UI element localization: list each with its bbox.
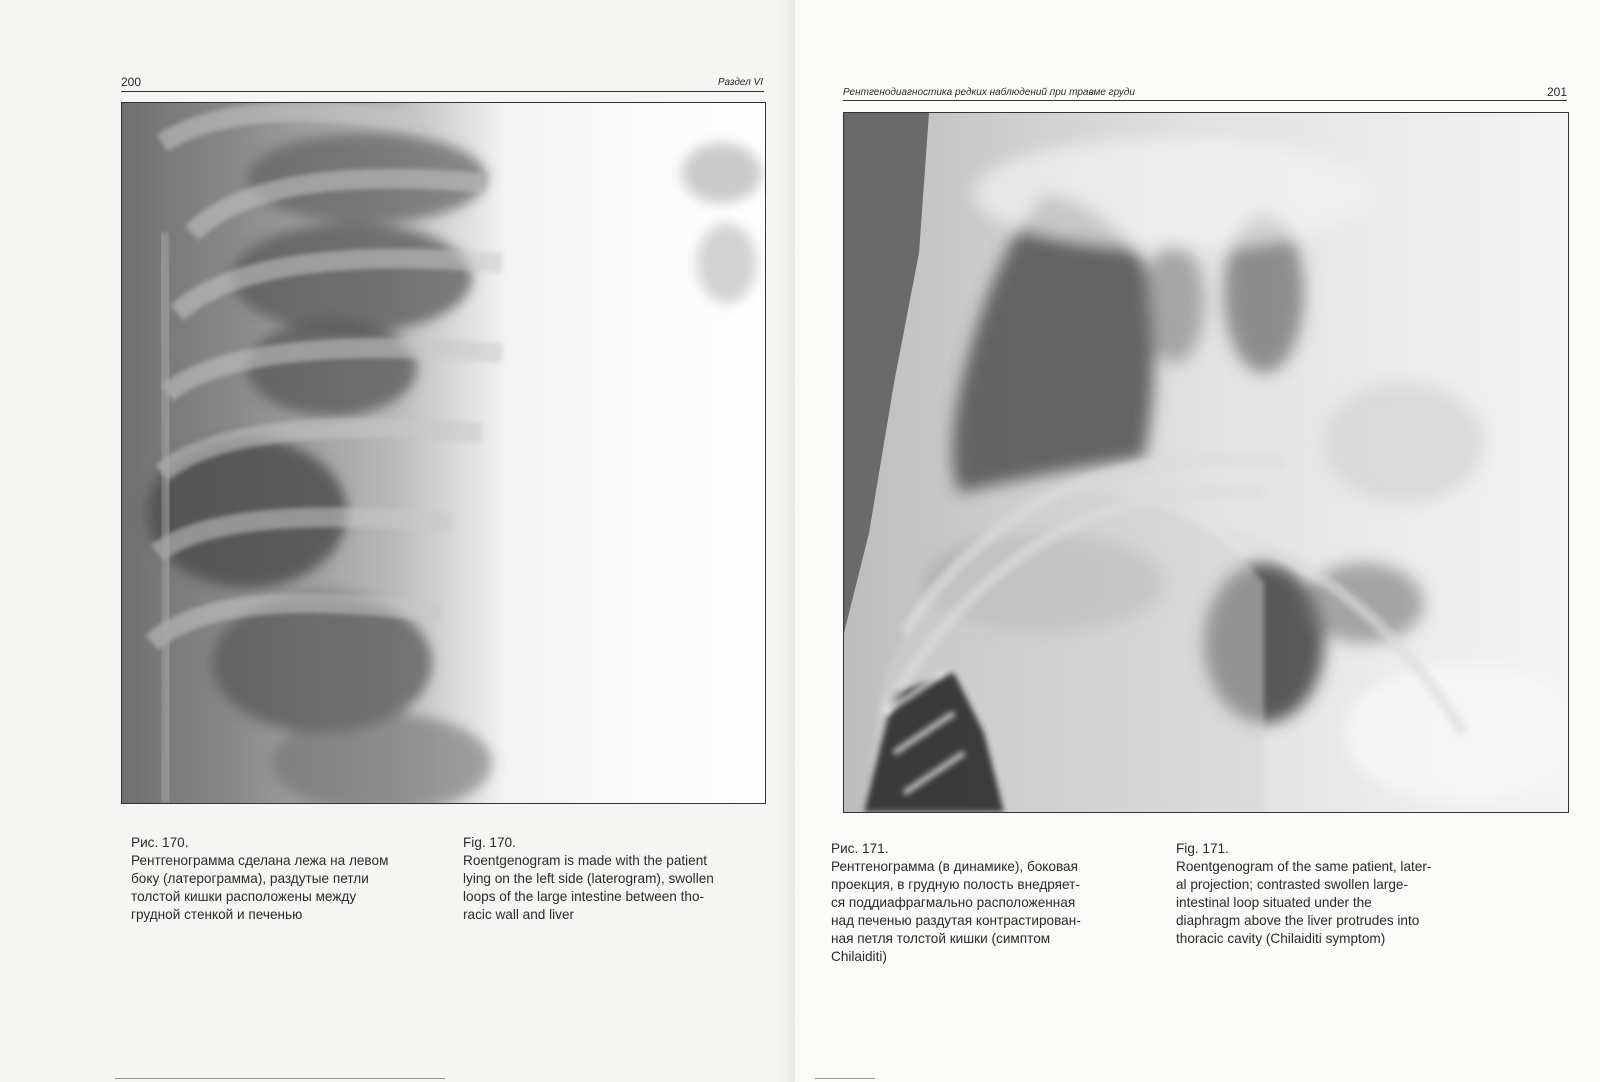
scan-edge-line <box>815 1078 875 1079</box>
caption-line: intestinal loop situated under the <box>1176 895 1372 910</box>
scan-edge-line <box>115 1078 445 1079</box>
radiograph-lateral-chest-image <box>844 113 1568 812</box>
caption-en-170 <box>463 834 714 924</box>
caption-label: Рис. 171. <box>831 841 889 856</box>
caption-ru-170 <box>131 834 388 924</box>
caption-line: diaphragm above the liver protrudes into <box>1176 913 1420 928</box>
running-head: Рентгенодиагностика редких наблюдений при травме груди <box>843 87 1135 98</box>
caption-line: Chilaiditi) <box>831 949 887 964</box>
caption-line: ся поддиафрагмально расположенная <box>831 895 1076 910</box>
radiograph-laterogram-image <box>122 103 765 803</box>
figure-170-radiograph <box>121 102 766 804</box>
caption-label: Fig. 170. <box>463 835 516 850</box>
caption-line: al projection; contrasted swollen large- <box>1176 877 1408 892</box>
right-page <box>795 0 1600 1082</box>
caption-ru-171 <box>831 840 1081 966</box>
caption-line: Roentgenogram is made with the patient <box>463 853 708 868</box>
caption-line: lying on the left side (laterogram), swollen <box>463 871 714 886</box>
figure-171-radiograph <box>843 112 1569 813</box>
running-head: Раздел VI <box>717 77 763 88</box>
caption-line: Рентгенограмма сделана лежа на левом <box>131 853 389 868</box>
caption-line: проекция, в грудную полость внедряет- <box>831 877 1080 892</box>
caption-line: Рентгенограмма (в динамике), боковая <box>831 859 1078 874</box>
caption-line: ная петля толстой кишки (симптом <box>831 931 1051 946</box>
caption-line: над печенью раздутая контрастирован- <box>831 913 1081 928</box>
header-rule <box>843 100 1567 101</box>
page-number: 201 <box>1546 85 1567 99</box>
header-rule <box>121 91 764 92</box>
caption-line: боку (латерограмма), раздутые петли <box>131 871 369 886</box>
caption-line: Roentgenogram of the same patient, later- <box>1176 859 1432 874</box>
caption-line: racic wall and liver <box>463 907 575 922</box>
caption-label: Fig. 171. <box>1176 841 1229 856</box>
caption-en-171 <box>1176 840 1431 948</box>
page-number: 200 <box>121 75 142 89</box>
caption-line: thoracic cavity (Chilaiditi symptom) <box>1176 931 1386 946</box>
left-page <box>0 0 795 1082</box>
caption-label: Рис. 170. <box>131 835 189 850</box>
caption-line: толстой кишки расположены между <box>131 889 357 904</box>
caption-line: loops of the large intestine between tho- <box>463 889 705 904</box>
caption-line: грудной стенкой и печенью <box>131 907 303 922</box>
